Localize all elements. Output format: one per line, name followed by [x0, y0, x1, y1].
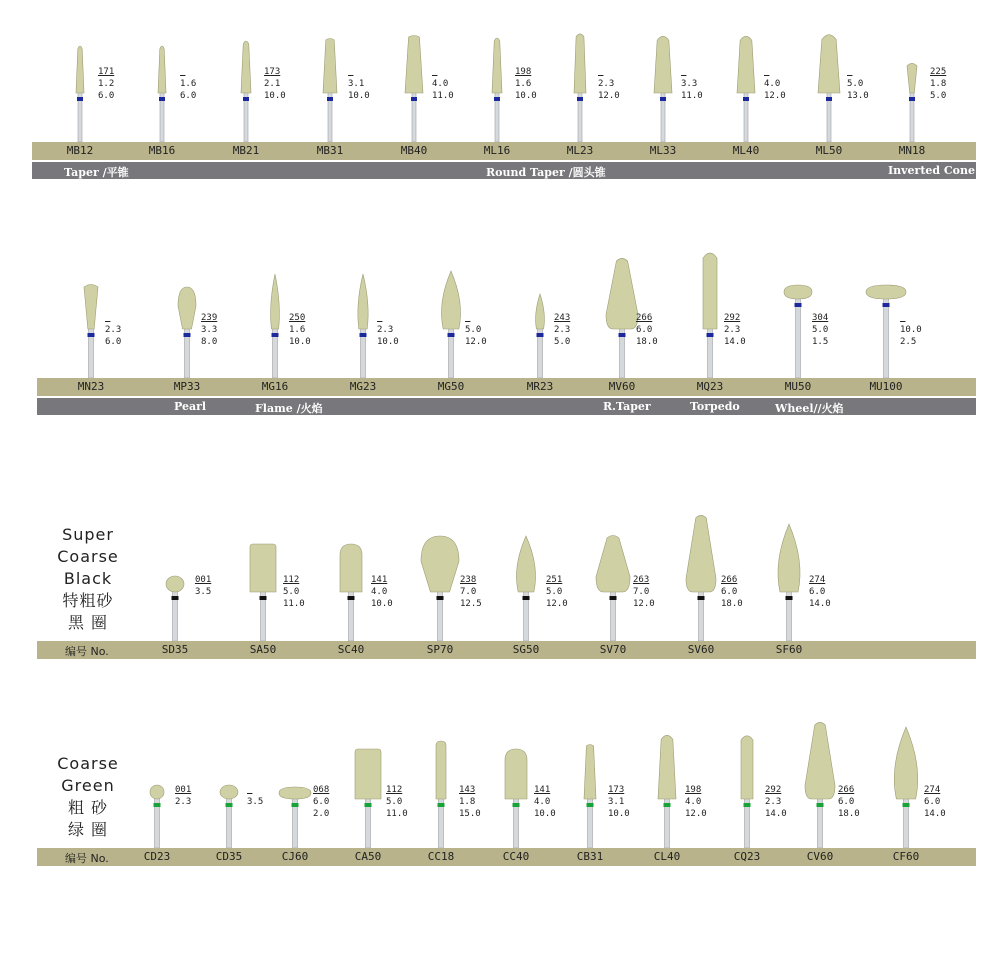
iso-number: 173 [264, 67, 281, 77]
dimension-value: 3.5 [247, 797, 264, 807]
bur-code: MB16 [148, 144, 176, 157]
iso-number: 263 [633, 575, 650, 585]
bur-spec [534, 784, 556, 820]
bur-code: ML40 [732, 144, 760, 157]
iso-number: 274 [924, 785, 941, 795]
bur-code: ML33 [649, 144, 677, 157]
code-bar [37, 848, 976, 866]
color-band [587, 803, 594, 807]
dimension-value: 2.5 [900, 337, 917, 347]
color-band [226, 803, 233, 807]
dimension-value: 5.0 [554, 337, 571, 347]
category-label: Inverted Cone [888, 164, 976, 177]
bur-spec [175, 784, 191, 808]
dimension-value: 12.0 [764, 91, 786, 101]
iso-number: 001 [195, 575, 212, 585]
dimension-value: 11.0 [432, 91, 454, 101]
dimension-value: 6.0 [838, 797, 855, 807]
bur-code: CF60 [892, 850, 920, 863]
category-label: Wheel//火焰 [775, 402, 844, 415]
bur-code: CQ23 [733, 850, 761, 863]
dimension-value: 1.8 [459, 797, 476, 807]
dimension-value: 6.0 [180, 91, 197, 101]
iso-number: 292 [724, 313, 741, 323]
iso-number: 238 [460, 575, 477, 585]
dimension-value: 5.0 [386, 797, 403, 807]
bur-code: SC40 [337, 643, 365, 656]
dimension-value: 2.3 [175, 797, 192, 807]
iso-number: 292 [765, 785, 782, 795]
dimension-value: 1.8 [930, 79, 947, 89]
bur-shank [904, 793, 909, 848]
bur-code: SA50 [249, 643, 277, 656]
dimension-value: 10.0 [377, 337, 399, 347]
dimension-value: 14.0 [924, 809, 946, 819]
iso-number: 239 [201, 313, 218, 323]
category-label: Flame /火焰 [255, 402, 323, 415]
dimension-value: 4.0 [371, 587, 388, 597]
dimension-value: 18.0 [721, 599, 743, 609]
bur-spec [685, 784, 707, 820]
category-label: Pearl [174, 400, 207, 413]
dimension-value: 12.0 [685, 809, 707, 819]
dimension-value: 6.0 [924, 797, 941, 807]
bur-code: MB21 [232, 144, 260, 157]
dimension-value: 5.0 [283, 587, 300, 597]
dimension-value: 2.3 [724, 325, 741, 335]
dimension-value: 12.0 [598, 91, 620, 101]
iso-number: 112 [283, 575, 300, 585]
bur-shank [366, 793, 371, 848]
category-label: R.Taper [603, 400, 651, 413]
bur-head [741, 736, 753, 799]
iso-number: 141 [534, 785, 551, 795]
dimension-value: 5.0 [465, 325, 482, 335]
dimension-value: 10.0 [608, 809, 630, 819]
dimension-value: 10.0 [348, 91, 370, 101]
bur-spec [924, 784, 946, 820]
dimension-value: 2.0 [313, 809, 330, 819]
bur-code: MU100 [869, 380, 903, 393]
iso-number: 143 [459, 785, 476, 795]
bur-code: CD35 [215, 850, 243, 863]
dimension-value: 12.0 [465, 337, 487, 347]
dimension-value: 3.5 [195, 587, 212, 597]
bur-drawing [368, 0, 369, 1]
bur-shank [665, 793, 670, 848]
dimension-value: 5.0 [930, 91, 947, 101]
color-band [365, 803, 372, 807]
dimension-value: 5.0 [546, 587, 563, 597]
bur-code: MG23 [349, 380, 377, 393]
bur-shank [155, 793, 160, 848]
dimension-value: 8.0 [201, 337, 218, 347]
bur-head [355, 749, 381, 799]
dimension-value: 14.0 [809, 599, 831, 609]
bur-drawing [667, 0, 668, 1]
bur-code: ML23 [566, 144, 594, 157]
bur-code: CA50 [354, 850, 382, 863]
iso-number: 141 [371, 575, 388, 585]
bur-code: MN23 [77, 380, 105, 393]
dimension-value: 11.0 [283, 599, 305, 609]
bur-code: SV70 [599, 643, 627, 656]
color-band [513, 803, 520, 807]
bur-code: MB31 [316, 144, 344, 157]
dimension-value: 5.0 [847, 79, 864, 89]
dimension-value: 18.0 [636, 337, 658, 347]
bur-head [150, 785, 164, 799]
bur-shank [514, 793, 519, 848]
dimension-value: 12.5 [460, 599, 482, 609]
bur-code: SP70 [426, 643, 454, 656]
color-band [292, 803, 299, 807]
bur-head [279, 787, 311, 799]
dimension-value: 6.0 [98, 91, 115, 101]
bur-spec [313, 784, 329, 820]
dimension-value: 2.3 [105, 325, 122, 335]
bur-code: SF60 [775, 643, 803, 656]
dimension-value: 1.6 [180, 79, 197, 89]
iso-number: 173 [608, 785, 625, 795]
dimension-value: 3.1 [608, 797, 625, 807]
bur-drawing [516, 0, 517, 1]
bur-drawing [441, 0, 442, 1]
dimension-value: 10.0 [900, 325, 922, 335]
bur-spec [386, 784, 408, 820]
bur-spec [247, 784, 263, 808]
bur-spec [765, 784, 787, 820]
dimension-value: 6.0 [809, 587, 826, 597]
dimension-value: 10.0 [371, 599, 393, 609]
dimension-value: 6.0 [636, 325, 653, 335]
bur-head [894, 727, 918, 799]
dimension-value: 15.0 [459, 809, 481, 819]
bur-shank [293, 793, 298, 848]
bur-code: CL40 [653, 850, 681, 863]
dimension-value: 1.6 [515, 79, 532, 89]
dimension-value: 2.3 [377, 325, 394, 335]
dimension-value: 10.0 [534, 809, 556, 819]
iso-number: 171 [98, 67, 115, 77]
iso-number: 250 [289, 313, 306, 323]
dimension-value: 11.0 [681, 91, 703, 101]
grit-title: Coarse Green 粗 砂 绿 圈 [57, 754, 119, 839]
bur-code: CV60 [806, 850, 834, 863]
bur-head [584, 745, 596, 800]
color-band [903, 803, 910, 807]
bur-code: MN18 [898, 144, 926, 157]
bur-spec [459, 784, 481, 820]
dimension-value: 12.0 [546, 599, 568, 609]
dimension-value: 2.3 [554, 325, 571, 335]
dimension-value: 4.0 [764, 79, 781, 89]
iso-number: 266 [721, 575, 738, 585]
bur-drawing [229, 0, 230, 1]
bur-code: CB31 [576, 850, 604, 863]
bur-spec [838, 784, 860, 820]
bur-code: CC40 [502, 850, 530, 863]
dimension-value: 14.0 [724, 337, 746, 347]
bur-shank [227, 793, 232, 848]
bur-code: CD23 [143, 850, 171, 863]
bur-code: MQ23 [696, 380, 724, 393]
color-band [154, 803, 161, 807]
color-band [438, 803, 445, 807]
bur-code: CJ60 [281, 850, 309, 863]
dimension-value: 10.0 [515, 91, 537, 101]
bur-code: MU50 [784, 380, 812, 393]
dimension-value: 7.0 [633, 587, 650, 597]
iso-number: 266 [636, 313, 653, 323]
bur-code: SV60 [687, 643, 715, 656]
dimension-value: 5.0 [812, 325, 829, 335]
color-band [817, 803, 824, 807]
dimension-value: 18.0 [838, 809, 860, 819]
grit-title: Super Coarse Black 特粗砂 黑 圈 [57, 525, 119, 632]
dimension-value: 11.0 [386, 809, 408, 819]
bur-code: SG50 [512, 643, 540, 656]
dimension-value: 6.0 [721, 587, 738, 597]
bur-code: ML50 [815, 144, 843, 157]
bur-drawing [295, 0, 296, 1]
dimension-value: 12.0 [633, 599, 655, 609]
dimension-value: 13.0 [847, 91, 869, 101]
dimension-value: 7.0 [460, 587, 477, 597]
bur-code: MP33 [173, 380, 201, 393]
bur-head [805, 723, 835, 800]
iso-number: 274 [809, 575, 826, 585]
code-prefix: 编号 No. [65, 645, 109, 658]
dimension-value: 6.0 [313, 797, 330, 807]
iso-number: 112 [386, 785, 403, 795]
bur-shank [745, 793, 750, 848]
color-band [744, 803, 751, 807]
bur-drawing [820, 0, 821, 1]
bur-shank [588, 793, 593, 848]
iso-number: 198 [515, 67, 532, 77]
iso-number: 251 [546, 575, 563, 585]
iso-number [247, 784, 263, 796]
dimension-value: 14.0 [765, 809, 787, 819]
iso-number: 304 [812, 313, 829, 323]
bur-code: SD35 [161, 643, 189, 656]
dimension-value: 3.1 [348, 79, 365, 89]
bur-head [505, 749, 527, 799]
dimension-value: 1.6 [289, 325, 306, 335]
dimension-value: 1.2 [98, 79, 115, 89]
dimension-value: 10.0 [264, 91, 286, 101]
dimension-value: 1.5 [812, 337, 829, 347]
bur-drawing [157, 0, 158, 1]
category-label: Round Taper /圆头锥 [486, 166, 606, 179]
dimension-value: 3.3 [681, 79, 698, 89]
bur-drawing [590, 0, 591, 1]
dimension-value: 10.0 [289, 337, 311, 347]
bur-code: MG16 [261, 380, 289, 393]
bur-code: MR23 [526, 380, 554, 393]
bur-code: MV60 [608, 380, 636, 393]
iso-number: 198 [685, 785, 702, 795]
bur-shank [818, 793, 823, 848]
bur-shank [439, 793, 444, 848]
category-label: Torpedo [690, 400, 740, 413]
dimension-value: 3.3 [201, 325, 218, 335]
bur-head [658, 735, 676, 799]
iso-number: 243 [554, 313, 571, 323]
iso-number: 068 [313, 785, 330, 795]
iso-number: 266 [838, 785, 855, 795]
dimension-value: 6.0 [105, 337, 122, 347]
bur-spec [608, 784, 630, 820]
dimension-value: 2.3 [598, 79, 615, 89]
category-label: Taper /平锥 [64, 166, 129, 179]
bur-drawing [906, 0, 907, 1]
iso-number: 001 [175, 785, 192, 795]
bur-head [220, 785, 238, 799]
bur-code: MG50 [437, 380, 465, 393]
dimension-value: 4.0 [534, 797, 551, 807]
bur-drawing [747, 0, 748, 1]
dimension-value: 4.0 [432, 79, 449, 89]
bur-code: CC18 [427, 850, 455, 863]
dimension-value: 2.1 [264, 79, 281, 89]
dimension-value: 2.3 [765, 797, 782, 807]
dimension-value: 4.0 [685, 797, 702, 807]
iso-number: 225 [930, 67, 947, 77]
code-prefix: 编号 No. [65, 852, 109, 865]
bur-head [436, 741, 446, 799]
color-band [664, 803, 671, 807]
bur-code: ML16 [483, 144, 511, 157]
bur-code: MB12 [66, 144, 94, 157]
bur-code: MB40 [400, 144, 428, 157]
